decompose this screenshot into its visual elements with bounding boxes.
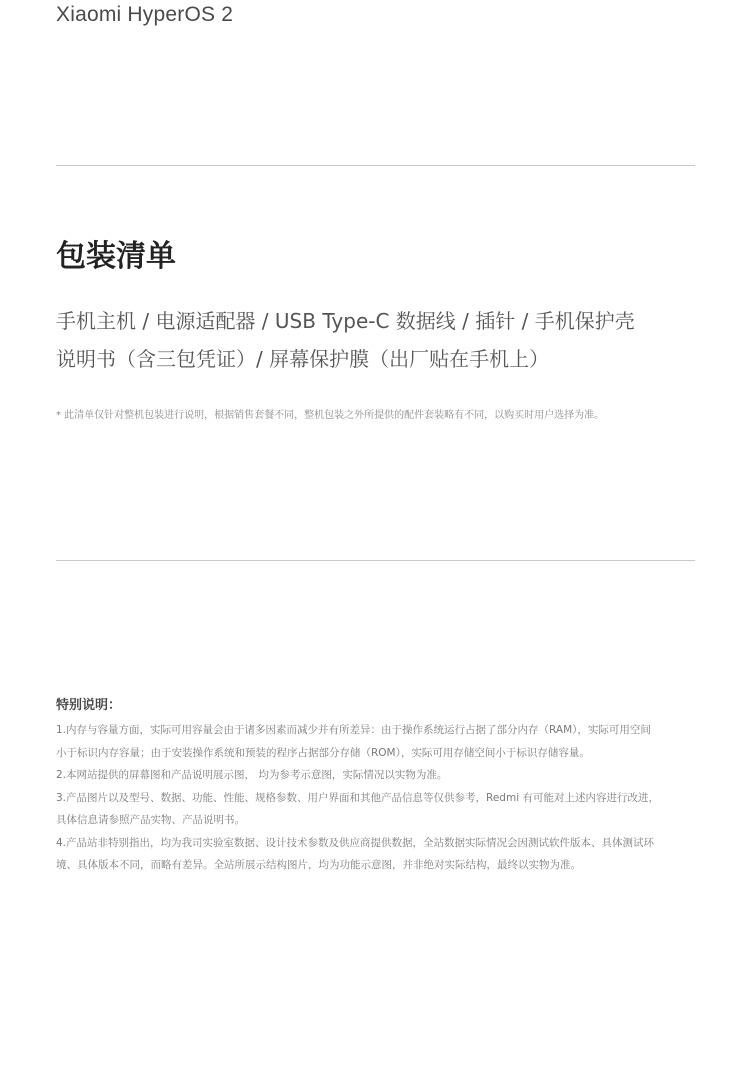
- special-note-line: 2.本网站提供的屏幕图和产品说明展示图， 均为参考示意图，实际情况以实物为准。: [56, 769, 448, 781]
- section-divider-top: [56, 165, 695, 166]
- packing-list-footnote: * 此清单仅针对整机包装进行说明，根据销售套餐不同，整机包装之外所提供的配件套装略有不同，以购买时用户选择为准。: [56, 410, 605, 421]
- special-note-line: 3.产品图片以及型号、数据、功能、性能、规格参数、用户界面和其他产品信息等仅供参考，Redmi 有可能对上述内容进行改进，: [56, 791, 659, 804]
- special-notes-body: [56, 719, 696, 877]
- special-note-line: 境、具体版本不同，而略有差异。全站所展示结构图片，均为功能示意图，并非绝对实际结构，最终以实物为准。: [56, 859, 581, 871]
- special-note-line: 4.产品站非特别指出，均为我司实验室数据、设计技术参数及供应商提供数据，全站数据实际情况会因测试软件版本、具体测试环: [56, 836, 655, 849]
- special-notes-title: 特别说明：: [56, 698, 122, 713]
- packing-list-items-line-1: 手机主机 / 电源适配器 / USB Type-C 数据线 / 插针 / 手机保护壳: [56, 309, 635, 333]
- packing-list-items-line-2: 说明书（含三包凭证）/ 屏幕保护膜（出厂贴在手机上）: [56, 347, 550, 371]
- section-divider-middle: [56, 560, 695, 561]
- os-name-heading: Xiaomi HyperOS 2: [56, 3, 234, 26]
- special-note-line: 1.内存与容量方面，实际可用容量会由于诸多因素而减少并有所差异：由于操作系统运行占据了部分内存（RAM），实际可用空间: [56, 724, 651, 736]
- packing-list-title: 包装清单: [56, 239, 176, 274]
- special-note-line: 具体信息请参照产品实物、产品说明书。: [56, 814, 245, 826]
- special-note-line: 小于标识内存容量；由于安装操作系统和预装的程序占据部分存储（ROM），实际可用存储空间小于标识存储容量。: [56, 746, 590, 759]
